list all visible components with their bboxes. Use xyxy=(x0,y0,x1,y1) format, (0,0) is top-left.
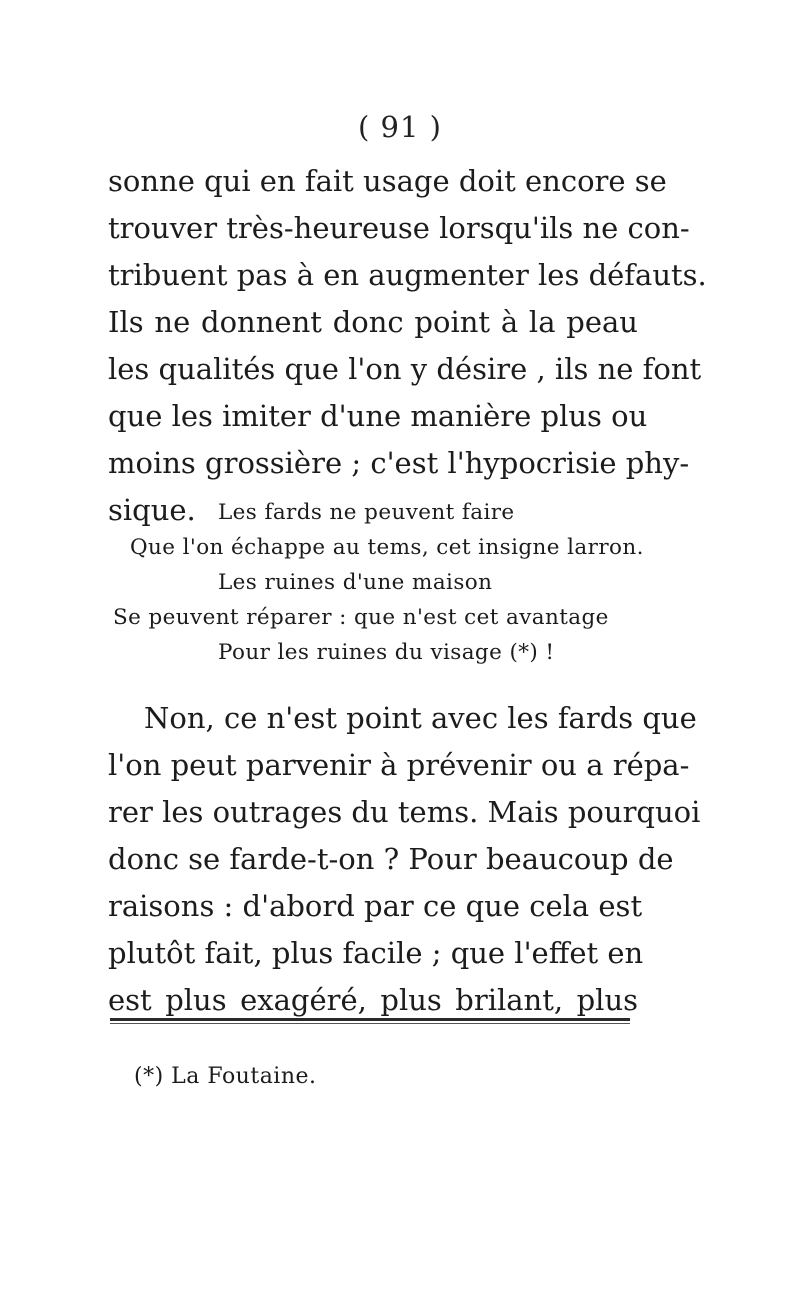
text-line: sonne qui en fait usage doit encore se xyxy=(108,164,667,198)
text-line: Ils ne donnent donc point à la peau xyxy=(108,305,638,339)
text-line: les qualités que l'on y désire , ils ne font xyxy=(108,352,702,386)
paragraph-2 xyxy=(108,695,701,1024)
verse-line: Les ruines d'une maison xyxy=(218,570,493,595)
footnote: (*) La Foutaine. xyxy=(134,1064,317,1089)
footnote-divider-thin xyxy=(110,1023,630,1024)
text-line: trouver très-heureuse lorsqu'ils ne con- xyxy=(108,211,690,245)
verse-line: Que l'on échappe au tems, cet insigne larron. xyxy=(130,535,644,560)
text-line: moins grossière ; c'est l'hypocrisie phy- xyxy=(108,446,690,480)
text-line: raisons : d'abord par ce que cela est xyxy=(108,889,643,923)
paragraph-1 xyxy=(108,158,707,534)
footnote-divider xyxy=(110,1018,630,1021)
text-line: plutôt fait, plus facile ; que l'effet en xyxy=(108,936,644,970)
text-line: donc se farde-t-on ? Pour beaucoup de xyxy=(108,842,674,876)
text-line: est plus exagéré, plus brilant, plus xyxy=(108,983,638,1017)
text-line: tribuent pas à en augmenter les défauts. xyxy=(108,258,707,292)
verse-line: Se peuvent réparer : que n'est cet avantage xyxy=(113,605,609,630)
verse-line: Les fards ne peuvent faire xyxy=(218,500,515,525)
text-line: sique. xyxy=(108,493,196,527)
text-line: Non, ce n'est point avec les fards que xyxy=(144,701,697,735)
verse-quotation xyxy=(108,495,644,670)
verse-line: Pour les ruines du visage (*) ! xyxy=(218,640,555,665)
text-line: l'on peut parvenir à prévenir ou a répa- xyxy=(108,748,690,782)
text-line: que les imiter d'une manière plus ou xyxy=(108,399,648,433)
page-number: ( 91 ) xyxy=(358,110,442,144)
text-line: rer les outrages du tems. Mais pourquoi xyxy=(108,795,701,829)
